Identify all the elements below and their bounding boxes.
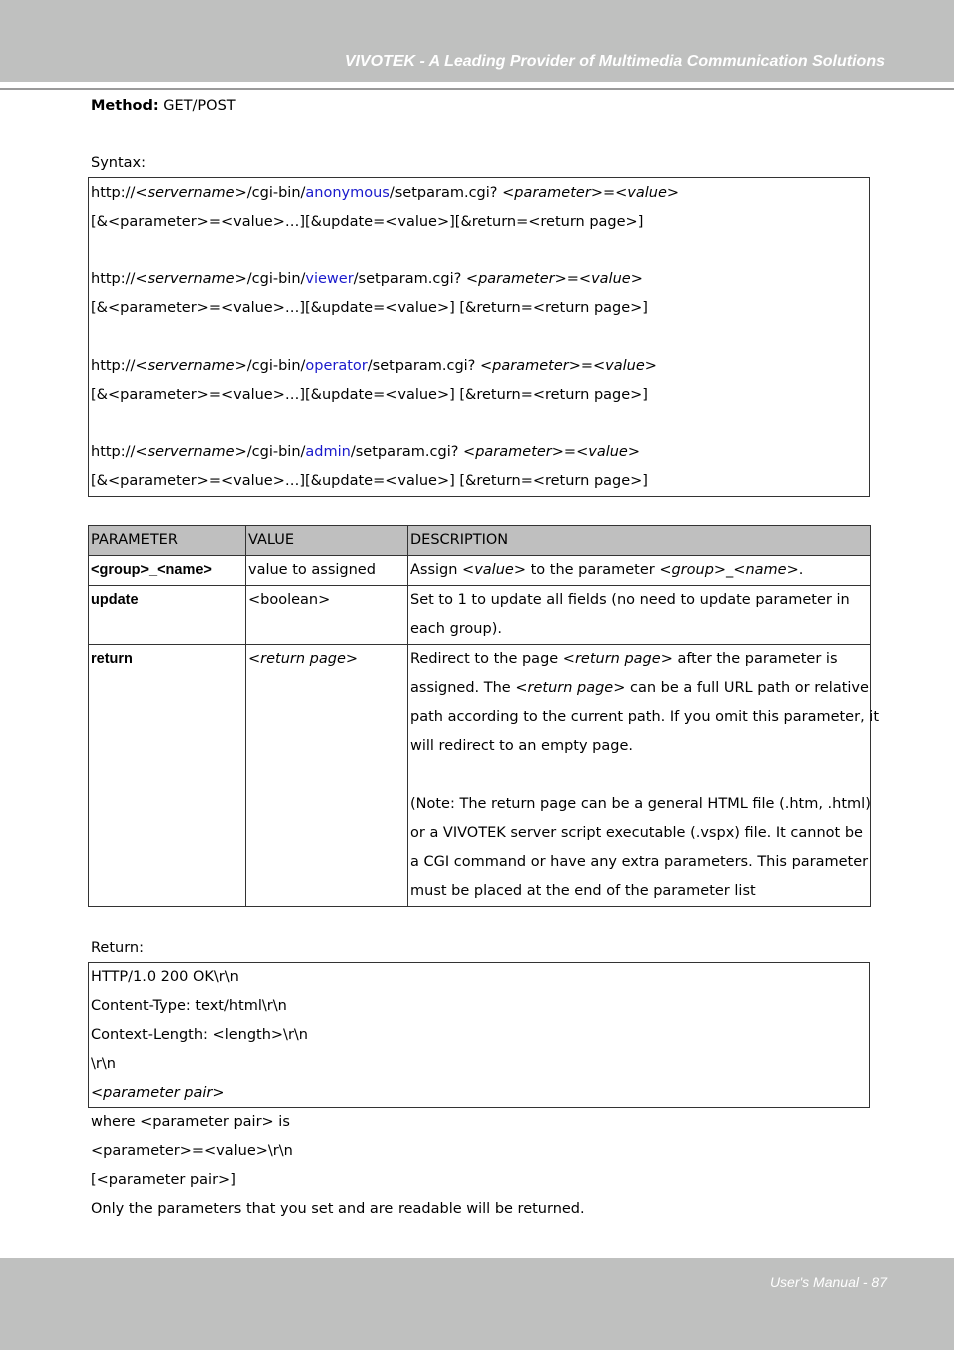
syntax-url-operator: http://<servername>/cgi-bin/operator/setparam.cgi? <parameter>=<value> — [91, 358, 657, 374]
method-value: GET/POST — [158, 98, 236, 114]
method-label: Method: — [91, 98, 159, 114]
param-description: Redirect to the page <return page> after the parameter is assigned. The <return page> can be a full URL path or relative path according to the current path. If you omit this parameter, it will redirect to an empty page. (Note: The return page can be a general HTML file (.htm, .html) or a VIVOTEK server script executable (.vspx) file. It cannot be a CGI command or have any extra parameters. This parameter must be placed at the end of the parameter list — [408, 645, 871, 907]
syntax-params-viewer: [&<parameter>=<value>…][&update=<value>] [&return=<return page>] — [91, 300, 648, 316]
param-name: return — [89, 645, 246, 907]
return-note: <parameter>=<value>\r\n — [91, 1143, 293, 1159]
header-title: VIVOTEK - A Leading Provider of Multimedia Communication Solutions — [344, 53, 885, 70]
parameter-table — [88, 525, 879, 907]
param-description: Assign <value> to the parameter <group>_<name>. — [408, 556, 871, 586]
param-value: value to assigned — [246, 556, 408, 586]
return-line: Content-Type: text/html\r\n — [91, 998, 287, 1014]
param-description: Set to 1 to update all fields (no need to update parameter in each group). — [408, 586, 871, 645]
param-name: <group>_<name> — [89, 556, 246, 586]
return-line: Context-Length: <length>\r\n — [91, 1027, 308, 1043]
return-note: [<parameter pair>] — [91, 1172, 236, 1188]
param-value: <boolean> — [246, 586, 408, 645]
syntax-box — [88, 177, 870, 497]
syntax-label: Syntax: — [91, 155, 147, 171]
table-row — [89, 556, 871, 586]
return-line: <parameter pair> — [91, 1085, 225, 1101]
header-rule — [0, 88, 954, 90]
method-line — [91, 96, 236, 116]
role-viewer: viewer — [305, 271, 354, 287]
return-note: where <parameter pair> is — [91, 1114, 290, 1130]
param-value: <return page> — [246, 645, 408, 907]
return-line: \r\n — [91, 1056, 116, 1072]
table-header-row — [89, 526, 871, 556]
table-row — [89, 645, 871, 907]
role-admin: admin — [305, 444, 351, 460]
col-header-value: VALUE — [246, 526, 408, 556]
syntax-url-admin: http://<servername>/cgi-bin/admin/setparam.cgi? <parameter>=<value> — [91, 444, 640, 460]
return-box — [88, 962, 870, 1108]
table-row — [89, 586, 871, 645]
syntax-params-anonymous: [&<parameter>=<value>…][&update=<value>][&return=<return page>] — [91, 214, 644, 230]
role-anonymous: anonymous — [305, 185, 390, 201]
col-header-description: DESCRIPTION — [408, 526, 871, 556]
page-header — [0, 0, 954, 82]
syntax-url-viewer: http://<servername>/cgi-bin/viewer/setparam.cgi? <parameter>=<value> — [91, 271, 643, 287]
role-operator: operator — [305, 358, 368, 374]
syntax-params-admin: [&<parameter>=<value>…][&update=<value>] [&return=<return page>] — [91, 473, 648, 489]
param-name: update — [89, 586, 246, 645]
syntax-params-operator: [&<parameter>=<value>…][&update=<value>] [&return=<return page>] — [91, 387, 648, 403]
page-footer — [0, 1258, 954, 1350]
page-number: User's Manual - 87 — [769, 1274, 887, 1290]
col-header-parameter: PARAMETER — [89, 526, 246, 556]
return-note: Only the parameters that you set and are readable will be returned. — [91, 1201, 585, 1217]
syntax-url-anonymous: http://<servername>/cgi-bin/anonymous/setparam.cgi? <parameter>=<value> — [91, 185, 680, 201]
return-line: HTTP/1.0 200 OK\r\n — [91, 969, 239, 985]
return-label: Return: — [91, 940, 145, 956]
